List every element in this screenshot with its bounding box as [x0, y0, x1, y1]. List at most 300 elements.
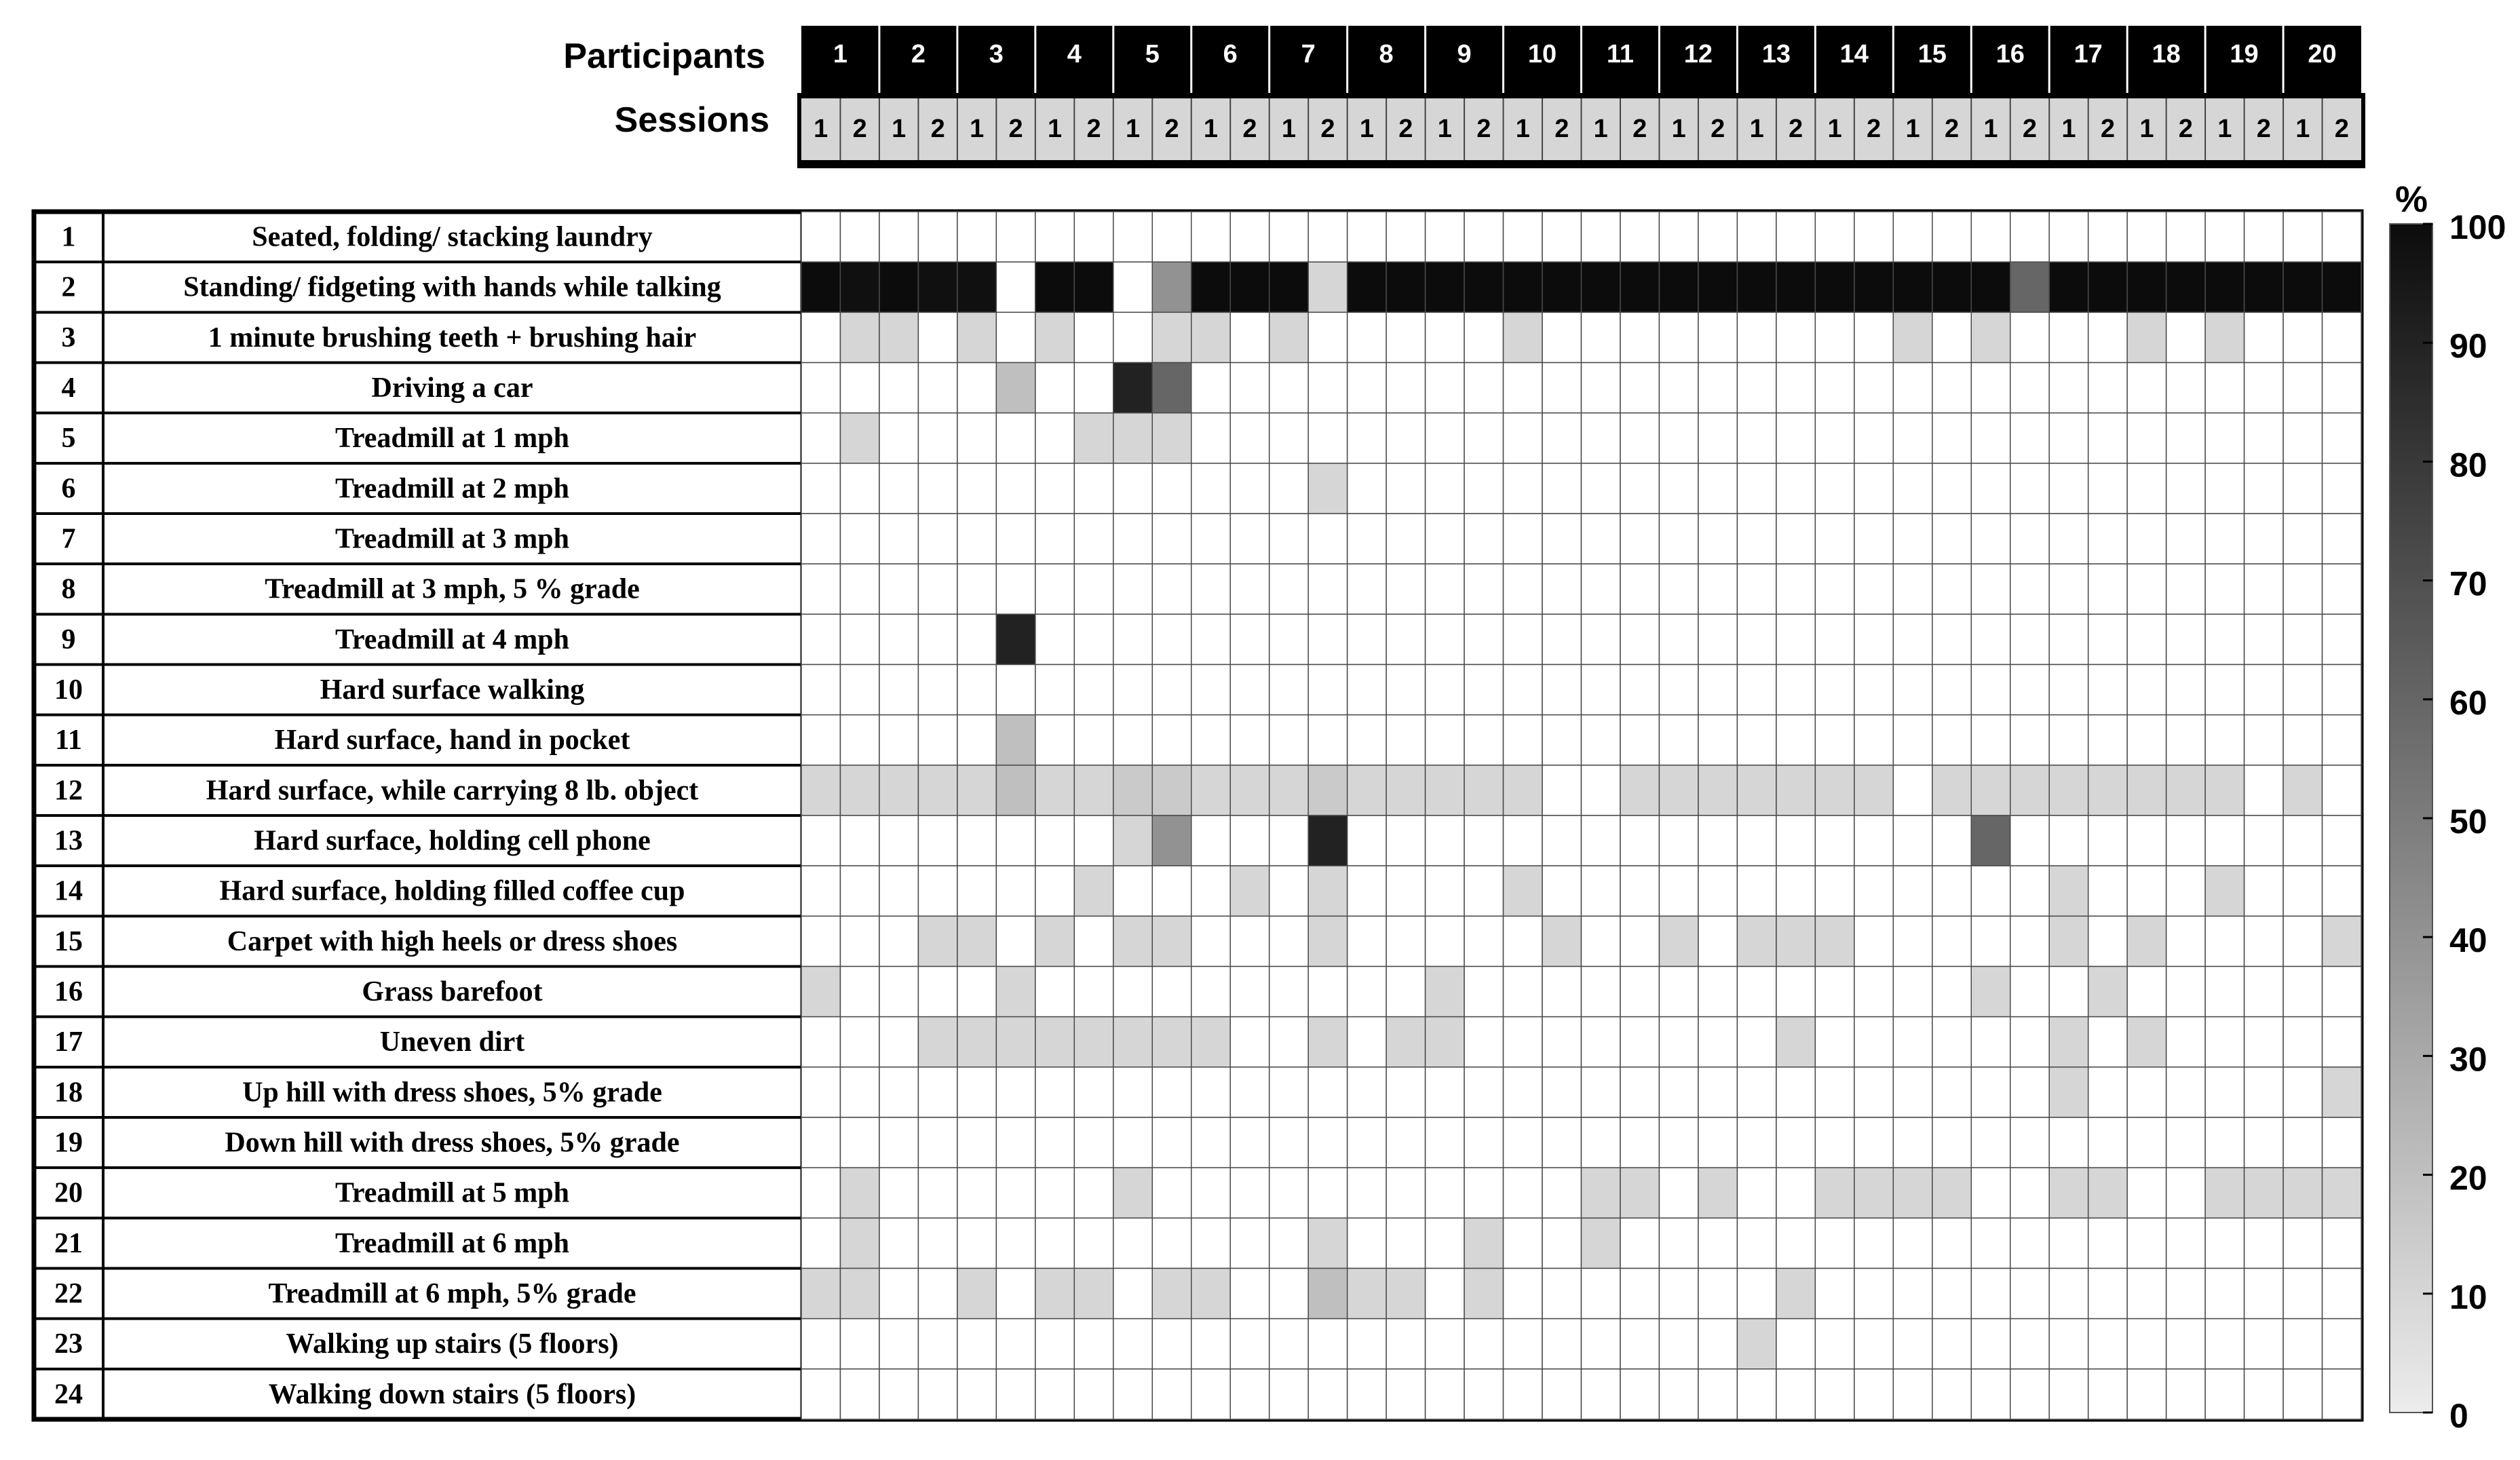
heatmap-cell — [801, 1067, 840, 1117]
heatmap-cell — [1504, 564, 1542, 614]
heatmap-cell — [918, 1017, 957, 1067]
heatmap-cell — [1386, 564, 1425, 614]
session-number: 1 — [1281, 115, 1297, 143]
heatmap-cell — [1464, 916, 1503, 966]
heatmap-cell — [1698, 1117, 1737, 1168]
heatmap-cell — [1737, 715, 1776, 765]
heatmap-cell — [1308, 212, 1347, 262]
heatmap-cell — [1815, 564, 1854, 614]
colorbar — [2390, 179, 2506, 1435]
heatmap-cell — [1113, 463, 1152, 514]
heatmap-cell — [1464, 967, 1503, 1017]
heatmap-cell — [2283, 514, 2322, 564]
heatmap-cell — [1348, 564, 1386, 614]
heatmap-cell — [2205, 363, 2244, 413]
heatmap-cell — [2088, 1168, 2127, 1218]
heatmap-cell — [996, 1269, 1035, 1319]
heatmap-cell — [918, 1067, 957, 1117]
heatmap-cell — [1737, 916, 1776, 966]
heatmap-cell — [2205, 1218, 2244, 1268]
heatmap-cell — [1659, 514, 1698, 564]
heatmap-cell — [2283, 967, 2322, 1017]
heatmap-cell — [1971, 765, 2010, 815]
heatmap-cell — [1426, 312, 1464, 362]
heatmap-cell — [1386, 463, 1425, 514]
heatmap-cell — [2049, 866, 2088, 916]
heatmap-cell — [1191, 514, 1230, 564]
heatmap-cell — [1776, 312, 1815, 362]
heatmap-cell — [1035, 1067, 1074, 1117]
heatmap-cell — [1582, 1319, 1620, 1369]
heatmap-cell — [2049, 413, 2088, 463]
heatmap-cell — [1348, 413, 1386, 463]
heatmap-cell — [1348, 1369, 1386, 1419]
heatmap-cell — [2245, 1269, 2283, 1319]
activity-label: Treadmill at 6 mph — [335, 1227, 569, 1259]
heatmap-cell — [1698, 866, 1737, 916]
heatmap-cell — [1737, 1218, 1776, 1268]
heatmap-cell — [1737, 363, 1776, 413]
heatmap-cell — [1464, 815, 1503, 866]
heatmap-cell — [957, 916, 996, 966]
heatmap-cell — [1308, 665, 1347, 715]
heatmap-cell — [1932, 1067, 1971, 1117]
activity-label: Treadmill at 6 mph, 5% grade — [268, 1278, 636, 1309]
heatmap-cell — [1815, 312, 1854, 362]
heatmap-cell — [1426, 564, 1464, 614]
heatmap-cell — [1074, 665, 1113, 715]
heatmap-cell — [1932, 866, 1971, 916]
heatmap-cell — [1152, 765, 1191, 815]
heatmap-cell — [1542, 312, 1581, 362]
heatmap-cell — [1113, 1117, 1152, 1168]
session-number: 1 — [2061, 115, 2076, 143]
heatmap-cell — [1737, 765, 1776, 815]
heatmap-cell — [1035, 262, 1074, 312]
heatmap-cell — [2010, 1067, 2049, 1117]
heatmap-cell — [1971, 614, 2010, 664]
heatmap-cell — [1308, 363, 1347, 413]
heatmap-cell — [2088, 413, 2127, 463]
heatmap-cell — [1776, 866, 1815, 916]
heatmap-cell — [1698, 413, 1737, 463]
heatmap-cell — [1308, 1319, 1347, 1369]
heatmap-cell — [1815, 916, 1854, 966]
participant-number: 13 — [1761, 40, 1791, 69]
heatmap-cell — [1386, 916, 1425, 966]
heatmap-cell — [1308, 1218, 1347, 1268]
row-number: 12 — [54, 775, 83, 807]
heatmap-cell — [1542, 967, 1581, 1017]
heatmap-cell — [996, 212, 1035, 262]
heatmap-cell — [1113, 815, 1152, 866]
heatmap-cell — [1230, 564, 1269, 614]
heatmap-cell — [2283, 815, 2322, 866]
heatmap-cell — [1074, 1269, 1113, 1319]
heatmap-cell — [2049, 916, 2088, 966]
session-number: 1 — [1125, 115, 1141, 143]
heatmap-cell — [1152, 1117, 1191, 1168]
heatmap-cell — [1035, 564, 1074, 614]
heatmap-cell — [957, 1369, 996, 1419]
heatmap-cell — [1659, 765, 1698, 815]
heatmap-cell — [801, 1168, 840, 1218]
heatmap-cell — [1815, 262, 1854, 312]
heatmap-cell — [1191, 413, 1230, 463]
heatmap-cell — [996, 514, 1035, 564]
heatmap-cell — [1504, 815, 1542, 866]
heatmap-cell — [1893, 262, 1932, 312]
heatmap-cell — [1893, 1369, 1932, 1419]
heatmap-cell — [1230, 1117, 1269, 1168]
heatmap-cell — [1464, 463, 1503, 514]
heatmap-cell — [2088, 1369, 2127, 1419]
heatmap-cell — [879, 614, 918, 664]
participant-number: 15 — [1917, 40, 1947, 69]
heatmap-cell — [1776, 262, 1815, 312]
heatmap-cell — [1308, 1269, 1347, 1319]
heatmap-cell — [840, 967, 879, 1017]
heatmap-cell — [1620, 665, 1659, 715]
row-number: 20 — [54, 1177, 83, 1209]
heatmap-cell — [1659, 413, 1698, 463]
heatmap-cell — [1932, 916, 1971, 966]
heatmap-cell — [1348, 212, 1386, 262]
heatmap-cell — [2245, 815, 2283, 866]
heatmap-cell — [1504, 715, 1542, 765]
heatmap-cell — [2127, 413, 2166, 463]
heatmap-cell — [1932, 514, 1971, 564]
heatmap-cell — [1464, 1067, 1503, 1117]
heatmap-cell — [1582, 715, 1620, 765]
heatmap-cell — [879, 1017, 918, 1067]
heatmap-cell — [1308, 463, 1347, 514]
heatmap-cell — [2283, 1319, 2322, 1369]
heatmap-cell — [2283, 312, 2322, 362]
heatmap-cell — [1035, 1117, 1074, 1168]
session-number: 2 — [1633, 115, 1647, 143]
heatmap-cell — [1659, 262, 1698, 312]
heatmap-cell — [1620, 765, 1659, 815]
heatmap-cell — [1386, 665, 1425, 715]
heatmap-cell — [1815, 514, 1854, 564]
heatmap-cell — [1074, 1017, 1113, 1067]
session-number: 2 — [2256, 115, 2271, 143]
heatmap-cell — [1464, 413, 1503, 463]
heatmap-cell — [879, 715, 918, 765]
heatmap-cell — [1191, 1117, 1230, 1168]
heatmap-cell — [1698, 1369, 1737, 1419]
heatmap-cell — [2245, 1369, 2283, 1419]
heatmap-cell — [1698, 463, 1737, 514]
heatmap-cell — [1776, 614, 1815, 664]
heatmap-cell — [996, 665, 1035, 715]
heatmap-cell — [801, 765, 840, 815]
row-number: 14 — [54, 875, 83, 907]
heatmap-cell — [1542, 614, 1581, 664]
session-number: 1 — [2217, 115, 2232, 143]
heatmap-cell — [2088, 715, 2127, 765]
session-number: 1 — [970, 115, 985, 143]
heatmap-cell — [1542, 1168, 1581, 1218]
heatmap-cell — [1659, 312, 1698, 362]
participant-number: 2 — [911, 40, 925, 69]
row-number: 18 — [54, 1077, 83, 1109]
heatmap-cell — [1269, 866, 1308, 916]
heatmap-cell — [2127, 463, 2166, 514]
heatmap-cell — [1308, 262, 1347, 312]
heatmap-cell — [1698, 967, 1737, 1017]
heatmap-cell — [1191, 1369, 1230, 1419]
heatmap-cell — [1386, 1067, 1425, 1117]
heatmap-cell — [1893, 1067, 1932, 1117]
heatmap-cell — [1698, 1017, 1737, 1067]
row-number: 9 — [61, 623, 76, 655]
heatmap-cell — [2127, 1117, 2166, 1168]
heatmap-cell — [879, 463, 918, 514]
heatmap-cell — [840, 1269, 879, 1319]
heatmap-cell — [918, 916, 957, 966]
heatmap-cell — [1582, 916, 1620, 966]
activity-label: Treadmill at 4 mph — [335, 623, 569, 655]
heatmap-cell — [1776, 514, 1815, 564]
heatmap-cell — [1308, 765, 1347, 815]
heatmap-cell — [1074, 413, 1113, 463]
heatmap-cell — [1504, 1319, 1542, 1369]
heatmap-cell — [2010, 1269, 2049, 1319]
heatmap-cell — [1893, 514, 1932, 564]
heatmap-cell — [1776, 1067, 1815, 1117]
heatmap-cell — [879, 312, 918, 362]
heatmap-cell — [996, 1369, 1035, 1419]
heatmap-cell — [1504, 363, 1542, 413]
heatmap-cell — [1737, 212, 1776, 262]
heatmap-cell — [1932, 614, 1971, 664]
heatmap-cell — [2323, 665, 2361, 715]
heatmap-cell — [1659, 715, 1698, 765]
row-number: 5 — [61, 423, 76, 455]
heatmap-cell — [1893, 916, 1932, 966]
heatmap-cell — [2127, 715, 2166, 765]
heatmap-cell — [879, 866, 918, 916]
heatmap-cell — [1191, 614, 1230, 664]
heatmap-cell — [2283, 1218, 2322, 1268]
participant-number: 11 — [1606, 40, 1635, 69]
heatmap-cell — [1348, 715, 1386, 765]
heatmap-cell — [1152, 1319, 1191, 1369]
heatmap-cell — [1620, 614, 1659, 664]
heatmap-cell — [801, 665, 840, 715]
heatmap-cell — [801, 262, 840, 312]
heatmap-cell — [2283, 212, 2322, 262]
heatmap-cell — [2205, 514, 2244, 564]
heatmap-cell — [1659, 564, 1698, 614]
heatmap-cell — [1074, 262, 1113, 312]
activity-label: Carpet with high heels or dress shoes — [227, 925, 678, 957]
heatmap-cell — [840, 564, 879, 614]
heatmap-cell — [2127, 765, 2166, 815]
heatmap-cell — [1620, 212, 1659, 262]
heatmap-cell — [1582, 1218, 1620, 1268]
heatmap-cell — [1426, 212, 1464, 262]
heatmap-cell — [1776, 1168, 1815, 1218]
heatmap-cell — [2245, 262, 2283, 312]
heatmap-cell — [957, 1017, 996, 1067]
heatmap-cell — [2049, 564, 2088, 614]
heatmap-cell — [1191, 765, 1230, 815]
heatmap-cell — [2127, 967, 2166, 1017]
heatmap-cell — [1308, 866, 1347, 916]
heatmap-cell — [2049, 1269, 2088, 1319]
heatmap-cell — [1776, 1369, 1815, 1419]
heatmap-cell — [1426, 815, 1464, 866]
session-number: 2 — [1789, 115, 1803, 143]
heatmap-cell — [1620, 1168, 1659, 1218]
session-number: 2 — [1086, 115, 1101, 143]
heatmap-cell — [840, 262, 879, 312]
heatmap-cell — [1191, 1067, 1230, 1117]
heatmap-cell — [1464, 564, 1503, 614]
heatmap-cell — [1815, 1017, 1854, 1067]
heatmap-cell — [1582, 1168, 1620, 1218]
heatmap-cell — [1698, 916, 1737, 966]
heatmap-cell — [1582, 815, 1620, 866]
heatmap-cell — [1035, 363, 1074, 413]
heatmap-cell — [1737, 614, 1776, 664]
heatmap-cell — [1113, 312, 1152, 362]
heatmap-cell — [1386, 212, 1425, 262]
heatmap-cell — [1932, 665, 1971, 715]
heatmap-cell — [2323, 614, 2361, 664]
heatmap-cell — [1932, 413, 1971, 463]
heatmap-cell — [1152, 866, 1191, 916]
heatmap-cell — [840, 212, 879, 262]
participant-number: 19 — [2230, 40, 2259, 69]
heatmap-cell — [801, 1369, 840, 1419]
heatmap-cell — [1269, 1168, 1308, 1218]
heatmap-cell — [996, 1067, 1035, 1117]
heatmap-cell — [2049, 765, 2088, 815]
heatmap-cell — [1152, 614, 1191, 664]
heatmap-cell — [1230, 1269, 1269, 1319]
heatmap-cell — [1737, 564, 1776, 614]
heatmap-cell — [2166, 262, 2205, 312]
heatmap-cell — [1504, 1168, 1542, 1218]
heatmap-cell — [1737, 1369, 1776, 1419]
heatmap-cell — [1426, 916, 1464, 966]
heatmap-cell — [1348, 363, 1386, 413]
heatmap-cell — [1854, 715, 1893, 765]
heatmap-cell — [1542, 1369, 1581, 1419]
heatmap-cell — [1191, 916, 1230, 966]
heatmap-cell — [1582, 866, 1620, 916]
heatmap-cell — [2205, 1369, 2244, 1419]
heatmap-cell — [1386, 514, 1425, 564]
heatmap-cell — [2205, 1269, 2244, 1319]
heatmap-cell — [2088, 765, 2127, 815]
heatmap-cell — [1582, 1117, 1620, 1168]
session-number: 1 — [1437, 115, 1452, 143]
heatmap-cell — [2205, 413, 2244, 463]
heatmap-cell — [1074, 916, 1113, 966]
heatmap-cell — [2205, 614, 2244, 664]
heatmap-cell — [1698, 212, 1737, 262]
heatmap-cell — [1113, 1218, 1152, 1268]
session-number: 2 — [1944, 115, 1960, 143]
heatmap-cell — [2088, 262, 2127, 312]
heatmap-cell — [1386, 262, 1425, 312]
heatmap-cell — [2127, 1067, 2166, 1117]
heatmap-cell — [2283, 1369, 2322, 1419]
heatmap-cell — [1620, 262, 1659, 312]
heatmap-cell — [801, 212, 840, 262]
heatmap-cell — [2166, 212, 2205, 262]
heatmap-cell — [1035, 413, 1074, 463]
heatmap-cell — [2323, 413, 2361, 463]
heatmap-cell — [1269, 765, 1308, 815]
participant-number: 18 — [2152, 40, 2181, 69]
heatmap-cell — [918, 1168, 957, 1218]
participant-number: 7 — [1301, 40, 1316, 69]
heatmap-cell — [1776, 1218, 1815, 1268]
heatmap-cell — [2245, 1117, 2283, 1168]
heatmap-cell — [2166, 413, 2205, 463]
heatmap-cell — [1971, 715, 2010, 765]
participant-number: 8 — [1379, 40, 1394, 69]
heatmap-cell — [1191, 1017, 1230, 1067]
heatmap-cell — [1504, 514, 1542, 564]
heatmap-cell — [840, 413, 879, 463]
heatmap-cell — [1698, 614, 1737, 664]
heatmap-cell — [957, 715, 996, 765]
heatmap-cell — [1971, 1269, 2010, 1319]
heatmap-cell — [1542, 815, 1581, 866]
heatmap-cell — [1854, 1117, 1893, 1168]
heatmap-cell — [2283, 715, 2322, 765]
heatmap-cell — [2166, 866, 2205, 916]
heatmap-cell — [996, 463, 1035, 514]
participant-number: 16 — [1996, 40, 2025, 69]
heatmap-cell — [1776, 564, 1815, 614]
heatmap-cell — [1230, 1017, 1269, 1067]
heatmap-cell — [957, 614, 996, 664]
heatmap-cell — [918, 866, 957, 916]
heatmap-cell — [1269, 1117, 1308, 1168]
heatmap-cell — [1815, 715, 1854, 765]
heatmap-cell — [2323, 765, 2361, 815]
heatmap-cell — [1815, 815, 1854, 866]
session-number: 2 — [2022, 115, 2038, 143]
heatmap-cell — [1659, 1218, 1698, 1268]
heatmap-cell — [1348, 967, 1386, 1017]
heatmap-cell — [2245, 363, 2283, 413]
heatmap-cell — [1386, 1218, 1425, 1268]
heatmap-cell — [1308, 967, 1347, 1017]
heatmap-cell — [2205, 262, 2244, 312]
heatmap-cell — [1659, 866, 1698, 916]
session-number: 2 — [1711, 115, 1725, 143]
heatmap-cell — [2049, 1218, 2088, 1268]
heatmap-cell — [1152, 463, 1191, 514]
heatmap-cell — [1620, 413, 1659, 463]
heatmap-cell — [801, 564, 840, 614]
heatmap-cell — [840, 1369, 879, 1419]
heatmap-cell — [840, 715, 879, 765]
heatmap-cell — [1971, 916, 2010, 966]
heatmap-cell — [1464, 212, 1503, 262]
heatmap-cell — [1074, 1168, 1113, 1218]
row-number: 4 — [61, 372, 76, 404]
